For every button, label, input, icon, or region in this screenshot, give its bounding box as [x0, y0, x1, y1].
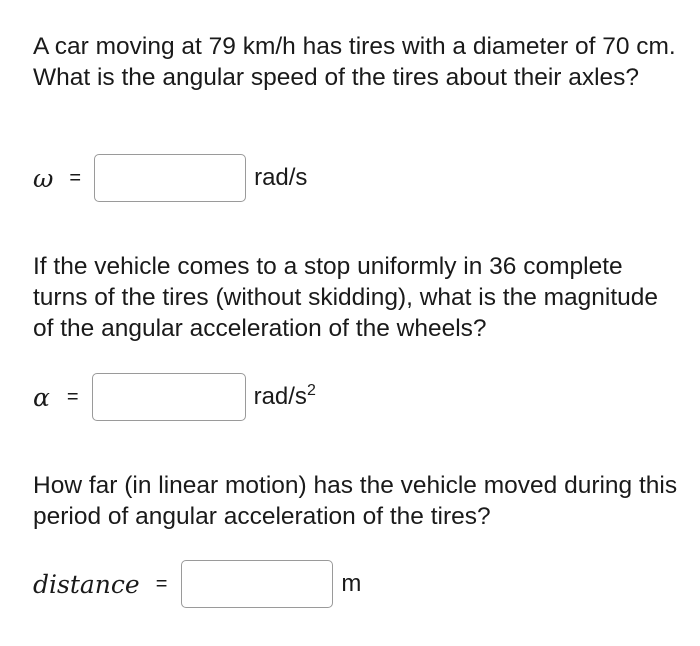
- distance-input[interactable]: [181, 560, 333, 608]
- equals-sign: =: [69, 166, 82, 189]
- unit-text: rad/s: [254, 164, 308, 191]
- unit-text: rad/s: [253, 383, 307, 410]
- answer-row-angular-acceleration: [33, 373, 316, 421]
- unit-text: m: [341, 570, 362, 597]
- equals-sign: =: [155, 572, 168, 595]
- answer-row-distance: [33, 560, 361, 608]
- distance-variable-label: distance: [33, 569, 140, 599]
- angular-acceleration-unit: [254, 383, 316, 411]
- question-2-text: If the vehicle comes to a stop uniformly in 36 complete turns of the tires (without skidding), what is the magnitude of the angular acceleration of the wheels?: [33, 253, 659, 342]
- omega-variable-label: ω: [33, 163, 54, 193]
- unit-exponent: 2: [306, 382, 316, 399]
- angular-speed-unit: [254, 164, 307, 192]
- answer-row-angular-speed: [33, 154, 307, 202]
- alpha-variable-label: α: [33, 382, 50, 412]
- angular-speed-input[interactable]: [94, 154, 246, 202]
- equals-sign: =: [66, 385, 79, 408]
- distance-unit: [341, 570, 361, 598]
- question-1-text: A car moving at 79 km/h has tires with a diameter of 70 cm. What is the angular speed of the tires about their axles?: [33, 33, 676, 91]
- question-3-text: How far (in linear motion) has the vehicle moved during this period of angular acceleration of the tires?: [33, 472, 678, 530]
- angular-acceleration-input[interactable]: [92, 373, 246, 421]
